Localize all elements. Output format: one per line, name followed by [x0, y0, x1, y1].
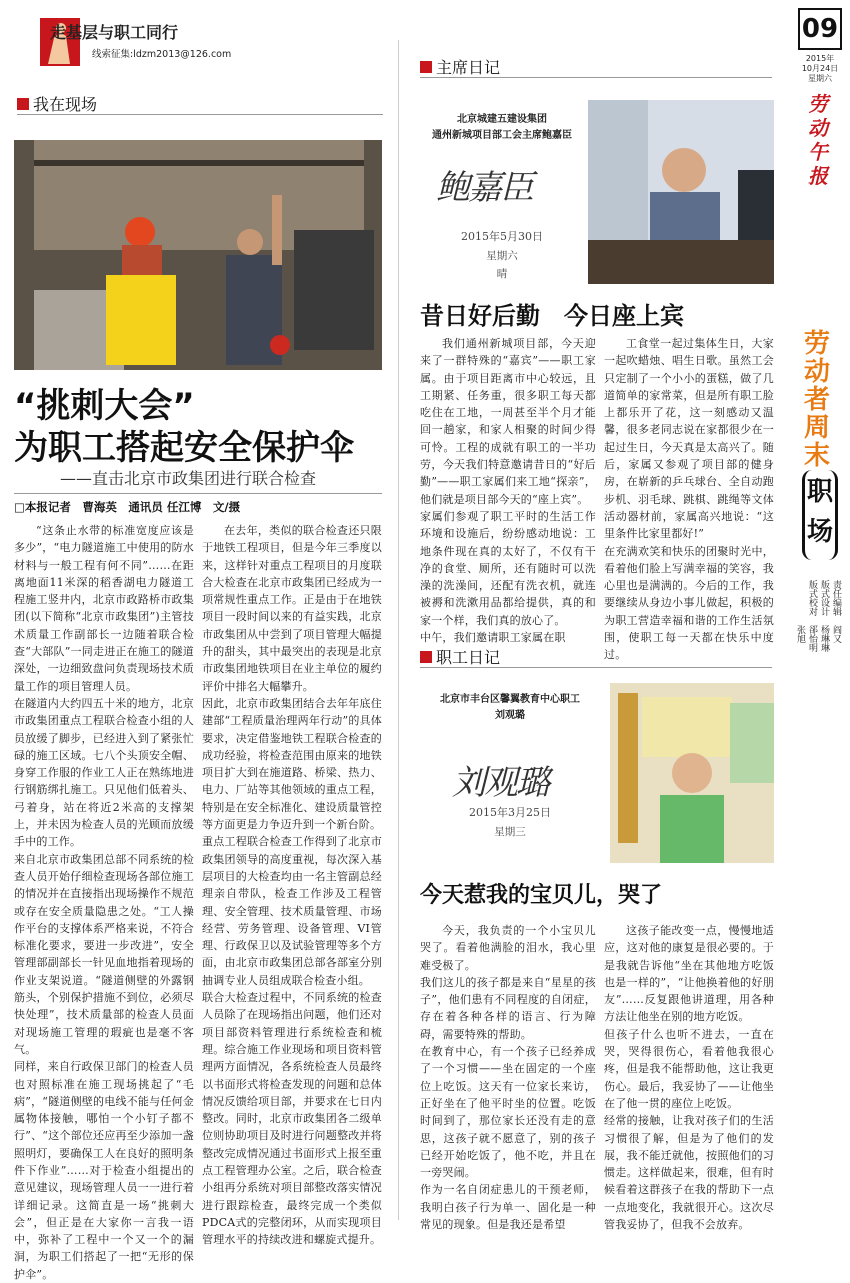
diary-weekday: 星期三 — [494, 826, 526, 838]
diary-date: 2015年3月25日 — [469, 806, 551, 819]
column-name-box — [802, 470, 838, 560]
divider — [17, 114, 383, 115]
column-name: 职场 — [806, 477, 833, 547]
section-title: 职工日记 — [436, 648, 501, 667]
section-header-chairman-diary — [420, 55, 500, 78]
section-marker-icon — [17, 98, 29, 110]
article-body-column-2: 这孩子能改变一点，慢慢地适应，这对他的康复是很必要的。于是我就告诉他“坐在其他地方吃饭也是一样的”，“让他换着他的好朋友”……反复跟他讲道理，用各种方法让他坐在别的地方吃饭。 但孩子什么也听不进去，一直在哭，哭得很伤心，看着他我很心疼，但是我不能帮助他，这让我更伤心。最后，我妥协了——让他坐在了他一贯的座位上吃饭。 经常的接触，让我对孩子们的生活习惯很了解，但是为了他们的发展，我不能迁就他，按照他们的习惯走。这样做起来，很难，但有时候看着这群孩子在我的帮助下一点一点地变化，我就很开心。这次尽管我妥协了，但我不会放弃。 — [604, 924, 774, 1232]
diary-author: 北京市丰台区馨翼教育中心职工 刘观璐 — [440, 694, 580, 721]
section-title: 我在现场 — [33, 95, 98, 114]
article-byline: □本报记者 曹海英 通讯员 任江博 文/摄 — [14, 500, 241, 514]
article-body-column-1: 我们通州新城项目部，今天迎来了一群特殊的“嘉宾”——职工家属。由于项目距离市中心较远，且工期紧、任务重，很多职工每天都吃住在工地，一周甚至半个月才能回一趟家，和家人相聚的时间少得可怜。工程的成就有职工的一半功劳，今天我们特意邀请昔日的“好后勤”——职工家属们来工地“探亲”，他们就是项目部今天的“座上宾”。 家属们参观了职工平时的生活工作环境和设施后，纷纷感动地说：工地条件现在真的太好了，不仅有干净的食堂、厕所，还有随时可以洗澡的洗澡间，还配有洗衣机，就连被褥和洗漱用品都给提供，真的和家一个样，我们真的放心了。 中午，我们邀请职工家属在职 — [420, 337, 596, 645]
banner-email: 线索征集:ldzm2013@126.com — [92, 49, 232, 60]
column-divider — [398, 40, 399, 1220]
diary-date: 2015年5月30日 — [461, 230, 543, 243]
divider — [420, 667, 772, 668]
article-body-column-1: 今天，我负责的一个小宝贝儿哭了。看着他满脸的泪水，我心里难受极了。 我们这儿的孩子都是来自“星星的孩子”，他们患有不同程度的自闭症，存在着各种各样的语言、行为障碍，需要特殊的帮助。 在教育中心，有一个孩子已经养成了一个习惯——坐在固定的一个座位上吃饭。这天有一位家长来访，正好坐在了他平时坐的位置。吃饭时间到了，那位家长还没有走的意思，这孩子就不愿意了，别的孩子已经开始吃饭了，他不吃，并且在一旁哭闹。 作为一名自闭症患儿的干预老师，我明白孩子行为单一、固化是一种常见的现象。但是我还是希望 — [420, 924, 596, 1232]
divider — [420, 77, 772, 78]
paper-name-logo: 劳动午报 — [808, 92, 828, 188]
article-subheadline: ——直击北京市政集团进行联合检查 — [60, 469, 317, 488]
divider — [14, 493, 382, 494]
article-photo-site-inspection — [14, 140, 382, 370]
page-number: 09 — [798, 8, 842, 50]
section-marker-icon — [420, 651, 432, 663]
article-headline-line2: 为职工搭起安全保护伞 — [14, 428, 354, 468]
article-headline: 昔日好后勤 今日座上宾 — [420, 302, 684, 330]
article-body-column-1: “这条止水带的标准宽度应该是多少”，“电力隧道施工中使用的防水材料与一般工程有何不同”……在距离地面11米深的稻香湖电力隧道工程施工竖井内，北京市政路桥市政集团(以下简称“北京市政集团”)主管技术质量工作副部长一边随着联合检查“大部队”一同走进正在施工的隧道深处，一边细致盘问负责现场技术质量工作的项目管理人员。 在隧道内大约四五十米的地方，北京市政集团重点工程联合检查小组的人员放缓了脚步，已经进入到了紧张忙碌的施工区域。七八个头顶安全帽、身穿工作服的作业工人正在熟练地进行钢筋绑扎施工。只见他们低着头、弓着身，站在将近2米高的支撑架上，并未因为检查人员的光顾而放缓手中的工作。 来自北京市政集团总部不同系统的检查人员开始仔细检查现场各部位施工的情况并在直接指出现场操作不规范或存在安全质量隐患之处。“工人操作平台的支撑体系严格来说，不符合标准化要求，要进一步改进”，安全管理部副部长一针见血地指着现场的作业支架说道。“隧道侧壁的外露钢筋头，个别保护措施不到位，必须尽快处理”，技术质量部的检查人员面对现场施工管理的瑕疵也是毫不客气。 同样，来自行政保卫部门的检查人员也对照标准在施工现场挑起了“毛病”，“隧道侧壁的电线不能与任何金属物体接触，哪怕一个小钉子都不行”、“这个部位还应再至少添加一盏照明灯，要确保工人在良好的照明条件下作业”……对于检查小组提出的意见建议，现场管理人员一一进行着详细记录。这简直是一场“挑刺大会”，但正是在大家你一言我一语中，弥补了工程中一个又一个的漏洞，为职工们搭起了一把“无形的保护伞”。 — [14, 524, 194, 1281]
banner — [40, 18, 232, 66]
banner-title: 走基层与职工同行 — [50, 23, 179, 42]
supplement-title: 劳动者周末 — [804, 329, 831, 471]
author-portrait-photo — [588, 100, 774, 284]
diary-author: 北京城建五建设集团 通州新城项目部工会主席鲍嘉臣 — [432, 114, 572, 141]
diary-weather: 晴 — [496, 268, 508, 280]
diary-signature: 鲍嘉臣 — [436, 168, 532, 208]
article-headline-line1: “挑刺大会” — [14, 386, 195, 426]
staff-credits: 责任编辑 阎又 版式设计 杨琳琳 版式校对 郤怡明 张旭 — [795, 580, 841, 652]
section-header-worker-diary — [420, 645, 500, 668]
section-title: 主席日记 — [436, 58, 501, 77]
author-portrait-photo — [610, 683, 774, 863]
article-headline: 今天惹我的宝贝儿，哭了 — [420, 883, 663, 908]
section-marker-icon — [420, 61, 432, 73]
issue-date: 2015年 10月24日 星期六 — [801, 54, 839, 83]
diary-signature: 刘观璐 — [452, 763, 548, 803]
diary-weekday: 星期六 — [486, 250, 518, 262]
article-body-column-2: 工食堂一起过集体生日，大家一起吹蜡烛、唱生日歌。虽然工会只定制了一个小小的蛋糕，做了几道简单的家常菜，但是所有职工脸上都乐开了花，这一刻感动又温馨，很多老同志说在家都很少在一起过生日，今天真是太高兴了。随后，家属又参观了项目部的健身房，在崭新的乒乓球台、全自动跑步机、羽毛球、跳棋、跳绳等文体活动器材前，家属高兴地说：“这里条件比家里都好!” 在充满欢笑和快乐的团聚时光中，看着他们脸上写满幸福的笑容，我心里也是满满的。今后的工作，我要继续从身边小事儿做起，积极的为职工营造幸福和谐的工作生活氛围，使职工每一天都在快乐中度过。 — [604, 337, 774, 662]
article-body-column-2: 在去年，类似的联合检查还只限于地铁工程项目，但是今年三季度以来，这样针对重点工程项目的月度联合大检查在北京市政集团已经成为一项常规性重点工作。正是由于在地铁项目一段时间以来的有益实践，北京市政集团从中尝到了项目管理大幅提升的甜头，其中最突出的表现是北京市政集团地铁项目在业主单位的履约评价中排名大幅攀升。 因此，北京市政集团结合去年年底住建部“工程质量治理两年行动”的具体要求，决定借鉴地铁工程联合检查的成功经验，将检查范围由原来的地铁项目扩大到在施道路、桥梁、热力、电力、厂站等其他领域的重点工程，特别是在安全标准化、建设质量管控等方面更是力争迈升到一个新台阶。 重点工程联合检查工作得到了北京市政集团领导的高度重视，每次深入基层项目的大检查均由一名主管副总经理亲自带队，检查工作涉及工程管理、安全管理、技术质量管理、市场经营、劳务管理、设备管理、VI管理、行政保卫以及试验管理等多个方面，由北京市政集团总部各部室分别抽调专业人员组成联合检查小组。 联合大检查过程中，不同系统的检查人员除了在现场指出问题，他们还对项目部资料管理进行系统检查和梳理。综合施工作业现场和项目资料管理两方面情况，各系统检查人员最终以书面形式将检查发现的问题和总体情况反馈给项目部，并要求在七日内整改。同时，北京市政集团各二级单位则协助项目及时进行问题整改并将整改完成情况通过书面形式上报至重点工程管理办公室。之后，联合检查小组再分系统对项目部整改落实情况进行跟踪检查，最终完成一个类似PDCA式的完整闭环，从而实现项目管理水平的持续改进和螺旋式提升。 — [202, 524, 382, 1247]
section-header-scene — [17, 92, 97, 115]
